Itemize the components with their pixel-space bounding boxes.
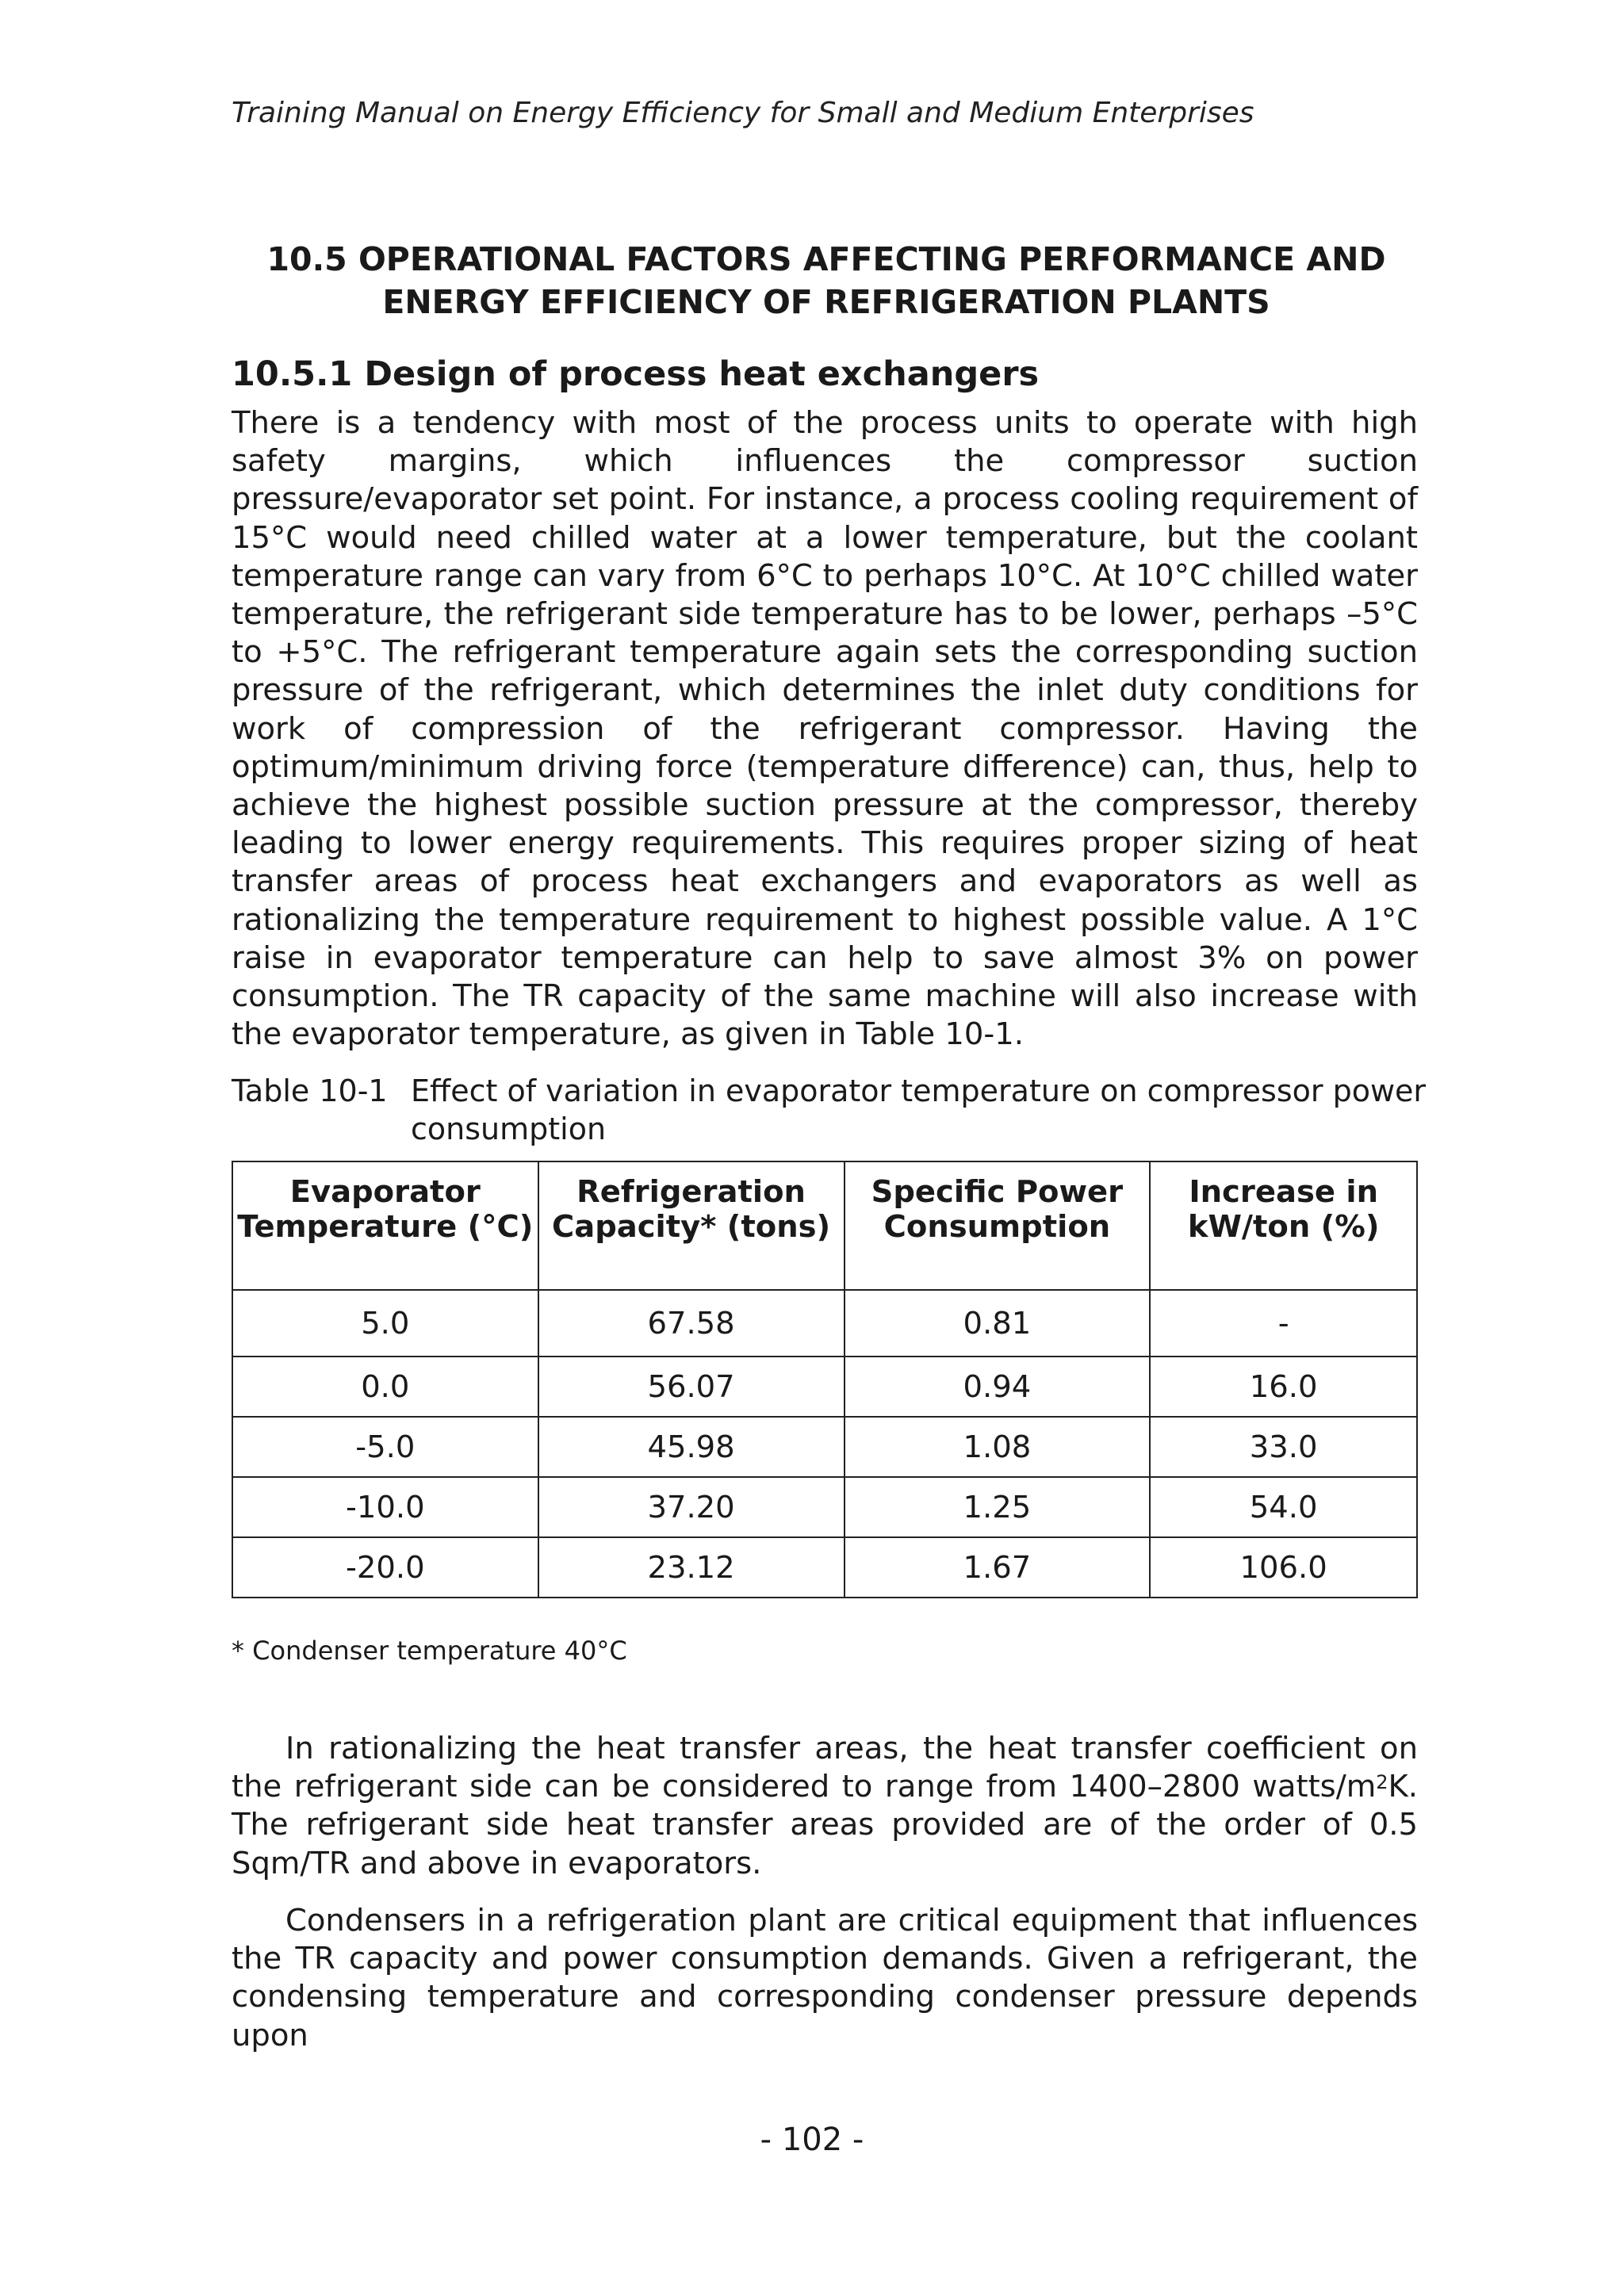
table-cell: 5.0 — [232, 1290, 538, 1357]
table-cell: 1.25 — [845, 1477, 1151, 1537]
table-cell: 23.12 — [538, 1537, 845, 1598]
table-row — [232, 1357, 1417, 1417]
table-cell: 45.98 — [538, 1417, 845, 1477]
table-caption-number: Table 10-1 — [232, 1073, 388, 1108]
paragraph-text: In rationalizing the heat transfer areas, the heat transfer coefficient on the refrigerant side can be considered to range from 1400–2800 watts/m — [232, 1731, 1418, 1805]
table-cell: 54.0 — [1150, 1477, 1417, 1537]
table-footnote: * Condenser temperature 40°C — [232, 1636, 627, 1666]
table-cell: 67.58 — [538, 1290, 845, 1357]
superscript: 2 — [1376, 1771, 1388, 1794]
table-cell: 16.0 — [1150, 1357, 1417, 1417]
header-cell-specific-power: Specific Power Consumption — [845, 1161, 1151, 1290]
table-cell: - — [1150, 1290, 1417, 1357]
table-row — [232, 1290, 1417, 1357]
page-number: - 102 - — [760, 2122, 864, 2158]
body-paragraph — [232, 1730, 1418, 1883]
table-cell: 1.08 — [845, 1417, 1151, 1477]
table-cell: 56.07 — [538, 1357, 845, 1417]
paragraph-text: K. The refrigerant side heat transfer areas provided are of the order of 0.5 Sqm/TR and above in evaporators. — [232, 1769, 1418, 1881]
table-header-row — [232, 1161, 1417, 1290]
table-row — [232, 1477, 1417, 1537]
table-row — [232, 1537, 1417, 1598]
table-cell: 0.81 — [845, 1290, 1151, 1357]
table-row — [232, 1417, 1417, 1477]
table-cell: -5.0 — [232, 1417, 538, 1477]
table-cell: 0.94 — [845, 1357, 1151, 1417]
body-paragraph: Condensers in a refrigeration plant are critical equipment that influences the TR capacity and power consumption demands. Given a refrigerant, the condensing temperature and corresponding condenser pressure depends upon — [232, 1903, 1418, 2053]
table-cell: 33.0 — [1150, 1417, 1417, 1477]
table-cell: 37.20 — [538, 1477, 845, 1537]
header-cell-increase: Increase in kW/ton (%) — [1150, 1161, 1417, 1290]
table-cell: 106.0 — [1150, 1537, 1417, 1598]
table-caption-text: Effect of variation in evaporator temperature on compressor power consumption — [411, 1073, 1427, 1146]
subsection-heading: 10.5.1 Design of process heat exchangers — [232, 354, 1040, 394]
running-header: Training Manual on Energy Efficiency for Small and Medium Enterprises — [232, 97, 1254, 129]
table-cell: -20.0 — [232, 1537, 538, 1598]
data-table — [232, 1161, 1418, 1598]
table-cell: -10.0 — [232, 1477, 538, 1537]
table-cell: 1.67 — [845, 1537, 1151, 1598]
header-cell-refrigeration-capacity: Refrigeration Capacity* (tons) — [538, 1161, 845, 1290]
body-paragraph: There is a tendency with most of the process units to operate with high safety margins, which influences the compressor suction pressure/evaporator set point. For instance, a process cooling requirement of 15°C would need chilled water at a lower temperature, but the coolant temperature range can vary from 6°C to perhaps 10°C. At 10°C chilled water temperature, the refrigerant side temperature has to be lower, perhaps –5°C to +5°C. The refrigerant temperature again sets the corresponding suction pressure of the refrigerant, which determines the inlet duty conditions for work of compression of the refrigerant compressor. Having the optimum/minimum driving force (temperature difference) can, thus, help to achieve the highest possible suction pressure at the compressor, thereby leading to lower energy requirements. This requires proper sizing of heat transfer areas of process heat exchangers and evaporators as well as rationalizing the temperature requirement to highest possible value. A 1°C raise in evaporator temperature can help to save almost 3% on power consumption. The TR capacity of the same machine will also increase with the evaporator temperature, as given in Table 10-1. — [232, 405, 1418, 1053]
header-cell-evaporator-temperature: Evaporator Temperature (°C) — [232, 1161, 538, 1290]
section-heading: 10.5 OPERATIONAL FACTORS AFFECTING PERFORMANCE AND ENERGY EFFICIENCY OF REFRIGERATION PLANTS — [266, 240, 1386, 321]
table-cell: 0.0 — [232, 1357, 538, 1417]
